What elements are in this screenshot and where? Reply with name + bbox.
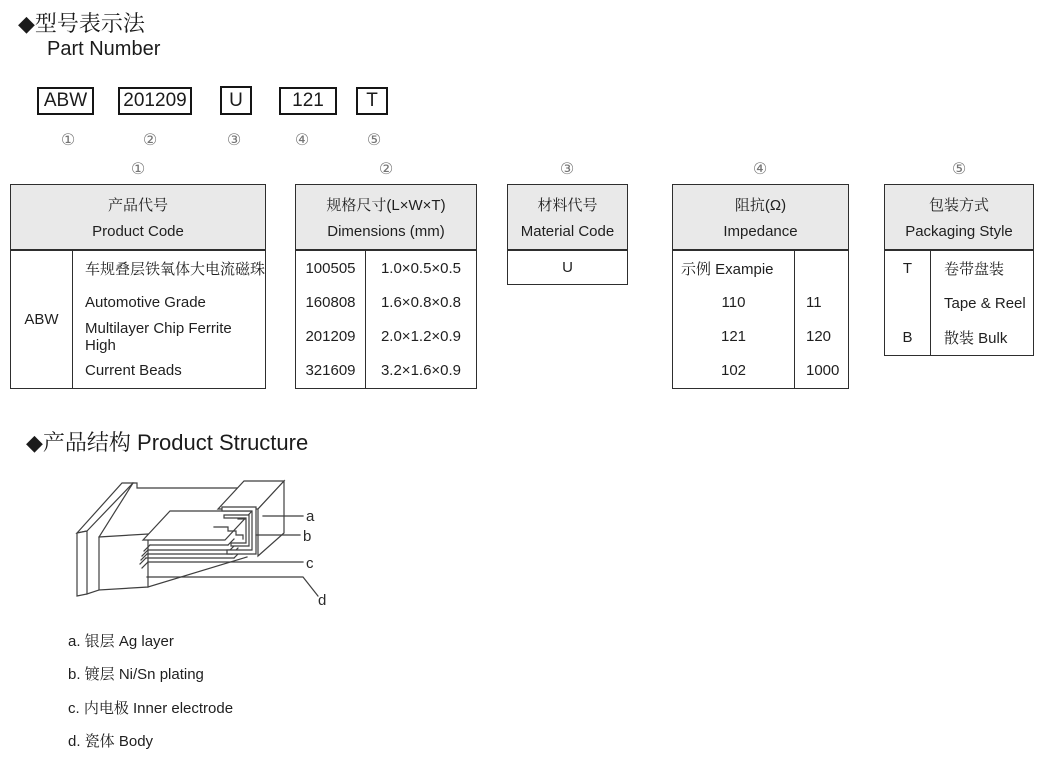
table-packaging — [884, 184, 1034, 356]
diagram-label-b: b — [303, 528, 312, 545]
packaging-desc-line: 卷带盘装 — [944, 260, 1005, 278]
table-impedance-header-cn: 阻抗(Ω) — [734, 196, 787, 214]
impedance-value: 1000 — [806, 362, 840, 380]
packaging-desc-line: Tape & Reel — [944, 294, 1026, 312]
pn-segment-packaging: T — [356, 87, 388, 115]
product-desc-line: Current Beads — [85, 362, 182, 380]
table-product-code-header-en: Product Code — [92, 223, 184, 241]
pn-segment-material: U — [220, 86, 252, 115]
dimension-codes-col — [296, 251, 366, 388]
structure-legend — [68, 625, 233, 758]
part-number-heading-en: Part Number — [47, 38, 161, 60]
diagram-label-c: c — [306, 555, 314, 572]
impedance-value-empty — [795, 251, 848, 285]
impedance-value: 120 — [806, 328, 832, 346]
table-marker-5: ⑤ — [951, 161, 967, 178]
material-code-cell — [508, 251, 627, 284]
table-dimensions-header-cn: 规格尺寸(L×W×T) — [326, 196, 446, 214]
legend-item-a: a. 银层 Ag layer — [68, 633, 174, 650]
pn-marker-2: ② — [142, 132, 158, 149]
product-desc-cell — [73, 251, 265, 388]
impedance-code: 110 — [721, 293, 746, 311]
product-desc-line: Automotive Grade — [85, 293, 206, 311]
packaging-code-t: T — [902, 259, 913, 277]
dimension-code: 160808 — [305, 293, 356, 311]
impedance-value: 11 — [806, 293, 822, 311]
impedance-code: 121 — [720, 328, 747, 346]
impedance-codes-col — [673, 251, 795, 388]
table-impedance-header — [673, 185, 848, 251]
legend-item-d: d. 瓷体 Body — [68, 732, 154, 750]
table-dimensions-header-en: Dimensions (mm) — [327, 223, 445, 241]
legend-item-b: b. 镀层 Ni/Sn plating — [68, 666, 204, 684]
pn-segment-series: ABW — [37, 87, 94, 115]
legend-item-c: c. 内电极 Inner electrode — [68, 699, 234, 717]
dimension-code: 201209 — [305, 328, 356, 346]
table-material-code — [507, 184, 628, 285]
product-code-cell — [11, 251, 73, 388]
packaging-codes-col — [885, 251, 931, 355]
product-code-value: ABW — [24, 311, 59, 328]
table-marker-3: ③ — [559, 161, 575, 178]
part-number-heading-cn: ◆型号表示法 — [18, 11, 145, 36]
pn-segment-size: 201209 — [118, 87, 192, 115]
dimension-value: 1.6×0.8×0.8 — [380, 293, 462, 311]
pn-marker-4: ④ — [294, 132, 310, 149]
pn-marker-1: ① — [60, 132, 76, 149]
product-structure-heading: ◆产品结构 Product Structure — [26, 430, 309, 455]
dimension-code: 100505 — [305, 259, 356, 277]
packaging-code-empty — [885, 286, 930, 321]
table-packaging-header-cn: 包装方式 — [928, 196, 989, 214]
table-dimensions — [295, 184, 477, 389]
dimension-value: 3.2×1.6×0.9 — [380, 362, 462, 380]
diagram-label-a: a — [306, 508, 315, 525]
table-impedance-header-en: Impedance — [723, 223, 798, 241]
product-structure-diagram — [55, 468, 345, 623]
product-desc-line: 车规叠层铁氧体大电流磁珠 — [85, 260, 266, 278]
pn-marker-3: ③ — [226, 132, 242, 149]
table-product-code-header — [11, 185, 265, 251]
material-code-value: U — [562, 259, 573, 276]
table-marker-1: ① — [130, 161, 146, 178]
table-product-code-header-cn: 产品代号 — [107, 196, 168, 214]
table-packaging-header-en: Packaging Style — [905, 223, 1013, 241]
product-desc-line: Multilayer Chip Ferrite High — [85, 319, 232, 354]
packaging-desc-col — [931, 251, 1033, 355]
pn-marker-5: ⑤ — [366, 132, 382, 149]
table-material-code-header-en: Material Code — [520, 223, 615, 241]
table-dimensions-header — [296, 185, 476, 251]
dimension-value: 2.0×1.2×0.9 — [380, 328, 462, 346]
dimension-value: 1.0×0.5×0.5 — [380, 259, 462, 277]
table-product-code — [10, 184, 266, 389]
diagram-label-d: d — [318, 592, 327, 609]
table-impedance — [672, 184, 849, 389]
impedance-example-label: 示例 Exampie — [681, 260, 774, 278]
table-marker-2: ② — [378, 161, 394, 178]
table-material-code-header-cn: 材料代号 — [537, 196, 598, 214]
packaging-code-b: B — [902, 329, 913, 347]
table-marker-4: ④ — [752, 161, 768, 178]
dimension-values-col — [366, 251, 476, 388]
dimension-code: 321609 — [305, 362, 356, 380]
table-packaging-header — [885, 185, 1033, 251]
table-material-code-header — [508, 185, 627, 251]
packaging-desc-line: 散装 Bulk — [944, 330, 1008, 348]
impedance-code: 102 — [720, 362, 747, 380]
pn-segment-impedance: 121 — [279, 87, 337, 115]
impedance-values-col — [795, 251, 848, 388]
